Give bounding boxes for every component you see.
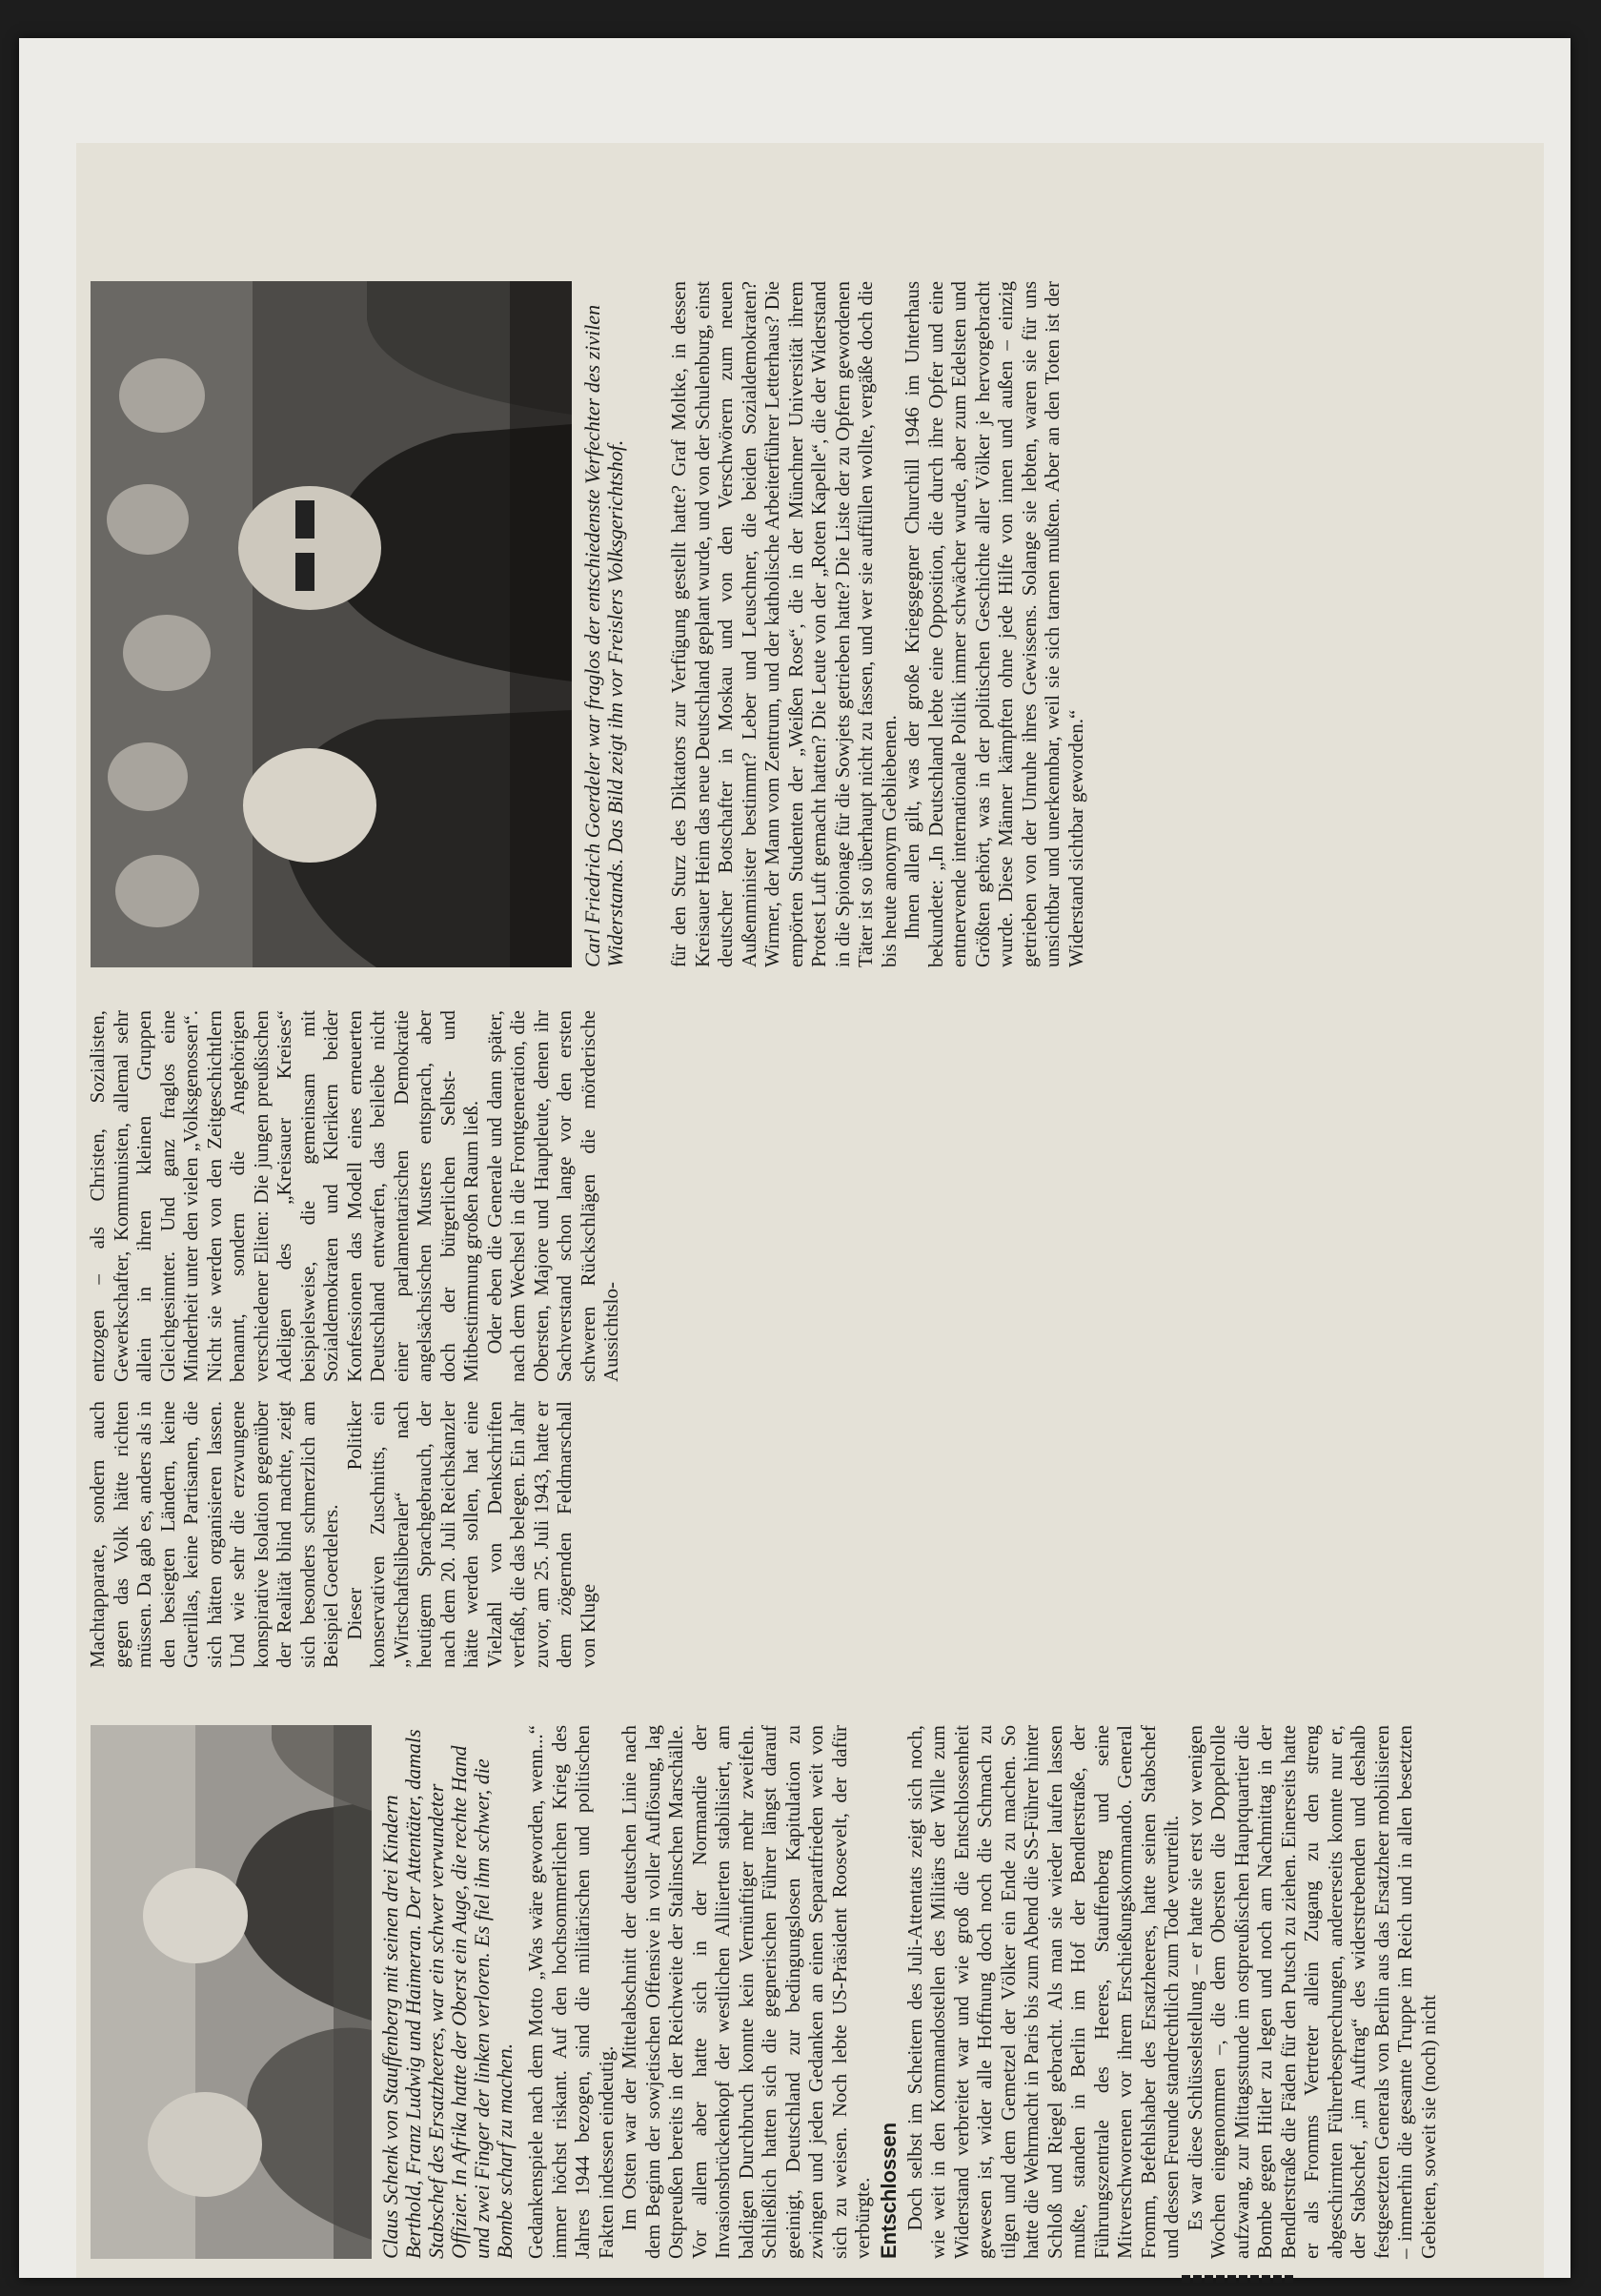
paragraph: Machtapparate, sondern auch gegen das Volk hätte richten müssen. Da gab es, anders als in den besiegten Ländern, keine Guerillas, keine Partisanen, die sich hätten organisieren lassen. Und wie sehr die erzwungene konspirative Isolation gegenüber der Realität blind machte, zeigt sich besonders schmerzlich am Beispiel Goerdelers. bbox=[86, 1401, 342, 1668]
paragraph: Im Osten war der Mittelabschnitt der deutschen Linie nach dem Beginn der sowjetischen Offensive in voller Auflösung, lag Ostpreußen bereits in der Reichweite der Stalinschen Marschälle. Vor allem aber hatte sich in der Normandie der Invasionsbrückenkopf der westlichen Alliierten stabilisiert, am baldigen Durchbruch konnte kein Vernünftiger mehr zweifeln. Schließlich hatten sich die gegnerischen Führer längst darauf geeinigt, Deutschland zur bedingungslosen Kapitulation zu zwingen und jeden Gedanken an einen Separatfrieden weit von sich zu weisen. Noch lebte US-Präsident Roosevelt, der dafür verbürgte. bbox=[618, 1725, 874, 2259]
column-3 bbox=[86, 1010, 623, 1382]
newspaper-clipping bbox=[76, 143, 1544, 2278]
paragraph: Es war diese Schlüsselstellung – er hatte sie erst vor wenigen Wochen eingenommen –, die dem Obersten die Doppelrolle aufzwang, zur Mittagsstunde im ostpreußischen Hauptquartier die Bombe gegen Hitler zu legen und noch am Nachmittag in der Bendlerstraße die Fäden für den Putsch zu ziehen. Einerseits hatte er als Fromms Vertreter allein Zugang zu den streng abgeschirmten Führerbesprechungen, andererseits konnte nur er, der Stabschef, „im Auftrag“ des widerstrebenden und deshalb festgesetzten Generals von Berlin aus das Ersatzheer mobilisieren – immerhin die gesamte Truppe im Reich und in allen besetzten Gebieten, soweit sie (noch) nicht bbox=[1183, 1725, 1440, 2259]
photo-icon bbox=[91, 281, 572, 967]
goerdeler-court-photo bbox=[91, 281, 572, 967]
paragraph: Oder eben die Generale und dann später, nach dem Wechsel in die Frontgeneration, die Obersten, Majore und Hauptleute, denen ihr Sachverstand schon lange vor den ersten schweren Rückschlägen die mörderische Aussichtslo- bbox=[482, 1010, 622, 1382]
caption-left: Claus Schenk von Stauffenberg mit seinen drei Kindern Berthold, Franz Ludwig und Haimeran. Der Attentäter, damals Stabschef des Ersatzheeres, war ein schwer verwundeter Offizier. In Afrika hatte der Oberst ein Auge, die rechte Hand und zwei Finger der linken verloren. Es fiel ihm schwer, die Bombe scharf zu machen. bbox=[378, 1729, 517, 2259]
column-2 bbox=[86, 1401, 599, 1668]
column-1 bbox=[524, 1725, 1440, 2259]
photo-icon bbox=[91, 1725, 372, 2259]
caption-right: Carl Friedrich Goerdeler war fraglos der entschiedenste Verfechter des zivilen Widerstands. Das Bild zeigt ihn vor Freislers Volksgerichtshof. bbox=[580, 304, 627, 967]
paragraph: Dieser Politiker konservativen Zuschnitts, ein „Wirtschaftsliberaler“ nach heutigem Sprachgebrauch, der nach dem 20. Juli Reichskanzler hätte werden sollen, hat eine Vielzahl von Denkschriften verfaßt, die das belegen. Ein Jahr zuvor, am 25. Juli 1943, hatte er dem zögernden Feldmarschall von Kluge bbox=[342, 1401, 599, 1668]
paragraph: Ihnen allen gilt, was der große Kriegsgegner Churchill 1946 im Unterhaus bekundete: „In Deutschland lebte eine Opposition, die durch ihre Opfer und eine entnervende internationale Politik immer schwächer wurde, aber zum Edelsten und Größten gehört, was in der politischen Geschichte aller Völker je hervorgebracht wurde. Diese Männer kämpften ohne jede Hilfe von innen und außen – einzig getrieben von der Unruhe ihres Gewissens. Solange sie lebten, waren sie für uns unsichtbar und unerkennbar, weil sie sich tarnen mußten. Aber an den Toten ist der Widerstand sichtbar geworden.“ bbox=[901, 281, 1087, 967]
section-heading: Entschlossen bbox=[876, 2122, 901, 2259]
stauffenberg-family-photo bbox=[91, 1725, 372, 2259]
paragraph: entzogen – als Christen, Sozialisten, Gewerkschafter, Kommunisten, allemal sehr allein in ihren kleinen Gruppen Gleichgesinnter. Und ganz fraglos eine Minderheit unter den vielen „Volksgenossen“. Nicht sie werden von den Zeitgeschichtlern benannt, sondern die Angehörigen verschiedener Eliten: Die jungen preußischen Adeligen des „Kreisauer Kreises“ beispielsweise, die gemeinsam mit Sozialdemokraten und Klerikern beider Konfessionen das Modell eines erneuerten Deutschland entwarfen, das beileibe nicht einer parlamentarischen Demokratie angelsächsischen Musters entsprach, aber doch der bürgerlichen Selbst- und Mitbestimmung großen Raum ließ. bbox=[86, 1010, 482, 1382]
paragraph: Doch selbst im Scheitern des Juli-Attentats zeigt sich noch, wie weit in den Kommandostellen des Militärs der Wille zum Widerstand verbreitet war und wie groß die Entschlossenheit gewesen ist, wider alle Hoffnung doch noch die Schmach zu tilgen und dem Gemetzel der Völker ein Ende zu machen. So hatte die Wehrmacht in Paris bis zum Abend die SS-Führer hinter Schloß und Riegel gebracht. Als man sie wieder laufen lassen mußte, standen in Berlin im Hof der Bendlerstraße, der Führungszentrale des Heeres, Stauffenberg und seine Mitverschworenen vor ihrem Erschießungskommando. General Fromm, Befehlshaber des Ersatzheeres, hatte seinen Stabschef und dessen Freunde standrechtlich zum Tode verurteilt. bbox=[902, 1725, 1183, 2259]
paragraph: für den Sturz des Diktators zur Verfügung gestellt hatte? Graf Moltke, in dessen Kreisauer Heim das neue Deutschland geplant wurde, und von der Schulenburg, einst deutscher Botschafter in Moskau und von den Verschwörern zum neuen Außenminister bestimmt? Leber und Leuschner, die beiden Sozialdemokraten? Wirmer, der Mann vom Zentrum, und der katholische Arbeiterführer Letterhaus? Die empörten Studenten der „Weißen Rose“, die in der Münchner Universität ihrem Protest Luft gemacht hatten? Die Leute von der „Roten Kapelle“, die der Widerstand in die Spionage für die Sowjets getrieben hatte? Die Liste der zu Opfern gewordenen Täter ist so überhaupt nicht zu fassen, und wer sie auffüllen wollte, vergäße doch die bis heute anonym Gebliebenen. bbox=[667, 281, 901, 967]
rotated-article bbox=[76, 143, 1544, 2278]
column-4 bbox=[667, 281, 1087, 967]
album-page bbox=[19, 38, 1571, 2278]
paragraph: Gedankenspiele nach dem Motto „Was wäre geworden, wenn...“ immer höchst riskant. Auf den hochsommerlichen Krieg des Jahres 1944 bezogen, sind die militärischen und politischen Fakten indessen eindeutig. bbox=[524, 1725, 618, 2259]
perforation-marks bbox=[1182, 2270, 1325, 2278]
